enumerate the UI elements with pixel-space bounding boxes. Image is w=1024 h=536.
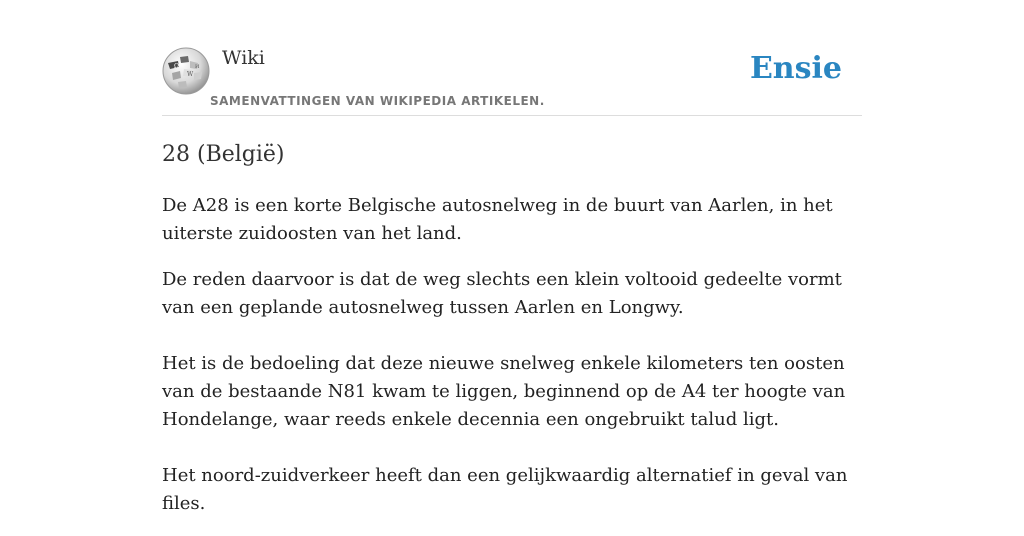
- site-tagline: SAMENVATTINGEN VAN WIKIPEDIA ARTIKELEN.: [210, 94, 545, 108]
- article-paragraph: Het noord-zuidverkeer heeft dan een gelijkwaardig alternatief in geval van files.: [162, 465, 848, 514]
- svg-text:Ω: Ω: [174, 63, 179, 70]
- svg-text:И: И: [195, 64, 200, 70]
- wikipedia-globe-icon[interactable]: [162, 47, 210, 95]
- ensie-brand-link[interactable]: Ensie: [749, 51, 842, 86]
- article-paragraph: Het is de bedoeling dat deze nieuwe snelweg enkele kilometers ten oosten van de bestaande N81 kwam te liggen, beginnend op de A4 ter hoogte van Hondelange, waar reeds enkele decennia een ongebruikt talud ligt.: [162, 353, 846, 430]
- site-header: [162, 0, 862, 116]
- svg-text:W: W: [187, 71, 194, 78]
- article-title: 28 (België): [162, 142, 285, 167]
- page: [162, 0, 862, 512]
- article-paragraph: De reden daarvoor is dat de weg slechts een klein voltooid gedeelte vormt van een geplande autosnelweg tussen Aarlen en Longwy.: [162, 269, 842, 318]
- wiki-title[interactable]: Wiki: [222, 47, 265, 69]
- article-paragraph: De A28 is een korte Belgische autosnelweg in de buurt van Aarlen, in het uiterste zuidoosten van het land.: [162, 195, 833, 244]
- article-content: [162, 192, 862, 536]
